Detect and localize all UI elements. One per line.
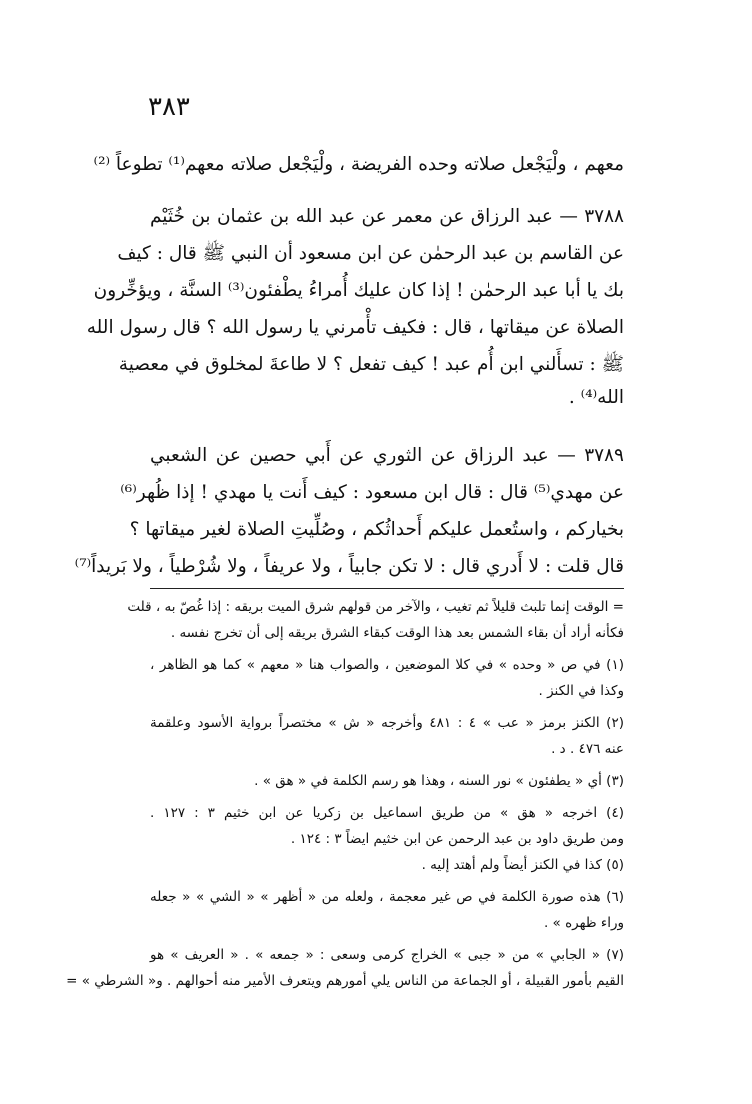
hadith-3788	[86, 198, 624, 413]
text-line: بك يا أبا عبد الرحمٰن ! إذا كان عليك أُمراءُ يطْفئون⁽³⁾ السنَّة ، ويؤخِّرون	[93, 280, 624, 301]
text-line: ٣٧٨٩ — عبد الرزاق عن الثوري عن أَبي حصين عن الشعبي	[150, 445, 624, 466]
text-line: بخياركم ، واستُعمل عليكم أَحداثُكم ، وصُلِّيتِ الصلاة لغير ميقاتها ؟	[129, 519, 624, 540]
footnote-line: وراء ظهره » .	[543, 915, 624, 931]
hadith-3789	[74, 437, 624, 585]
footnote-divider	[150, 588, 624, 589]
footnote-3: (٣) أي « يطفئون » نور السنه ، وهذا هو رسم الكلمة في « هق » .	[254, 773, 624, 789]
text-line: معهم ، ولْيَجْعل صلاته وحده الفريضة ، ولْيَجْعل صلاته معهم⁽¹⁾ تطوعاً ⁽²⁾	[93, 154, 624, 175]
text-line: ٣٧٨٨ — عبد الرزاق عن معمر عن عبد الله بن عثمان بن خُثَيْم	[150, 206, 624, 227]
text-line: قال قلت : لا أَدري قال : لا تكن جابياً ، ولا عريفاً ، ولا شُرْطياً ، ولا بَريداً⁽⁷⁾	[74, 556, 624, 577]
text-line: الله⁽⁴⁾ .	[568, 387, 624, 408]
footnote-6: (٦) هذه صورة الكلمة في ص غير معجمة ، ولعله من « أظهر » « الشي » « جعله	[150, 889, 624, 905]
paragraph-continuation	[93, 146, 624, 183]
footnote-line: ومن طريق داود بن عبد الرحمن عن ابن خثيم ايضاً ٣ : ١٢٤ .	[290, 831, 624, 847]
text-line: عن مهدي⁽⁵⁾ قال : قال ابن مسعود : كيف أَنت يا مهدي ! إذا ظُهر⁽⁶⁾	[120, 482, 624, 503]
page-number: ٣٨٣	[148, 92, 190, 122]
footnote-line: عنه ٤٧٦ . د .	[551, 741, 624, 757]
footnote-5: (٥) كذا في الكنز أيضاً ولم أهتد إليه .	[421, 857, 624, 873]
footnote-7: (٧) « الجابي » من « جبى » الخراج كرمى وسعى : « جمعه » . « العريف » هو	[150, 947, 624, 963]
footnote-line: القيم بأمور القبيلة ، أو الجماعة من الناس يلي أمورهم ويتعرف الأمير منه أحوالهم . و« الشرطي » =	[66, 973, 624, 989]
footnote-1: (١) في ص « وحده » في كلا الموضعين ، والصواب هنا « معهم » كما هو الظاهر ،	[150, 657, 624, 673]
text-line: ﷺ : تسأَلني ابن أُم عبد ! كيف تفعل ؟ لا طاعةَ لمخلوق في معصية	[118, 354, 624, 375]
footnote-2: (٢) الكنز برمز « عب » ٤ : ٤٨١ وأخرجه « ش » مختصراً برواية الأسود وعلقمة	[150, 715, 624, 731]
text-line: الصلاة عن ميقاتها ، قال : فكيف تأْمرني يا رسول الله ؟ قال رسول الله	[86, 317, 624, 338]
text-line: عن القاسم بن عبد الرحمٰن عن ابن مسعود أن النبي ﷺ قال : كيف	[117, 243, 624, 264]
footnote-line: = الوقت إنما تلبث قليلاً ثم تغيب ، والآخر من قولهم شرق الميت بريقه : إذا غُصّ به ، قلت	[127, 599, 624, 615]
footnote-4: (٤) اخرجه « هق » من طريق اسماعيل بن زكريا عن ابن خثيم ٣ : ١٢٧ .	[150, 805, 624, 821]
footnote-line: فكأنه أراد أن بقاء الشمس بعد هذا الوقت كبقاء الشرق بريقه إلى أن تخرج نفسه .	[170, 625, 624, 641]
footnote-line: وكذا في الكنز .	[538, 683, 624, 699]
footnotes	[66, 594, 624, 994]
